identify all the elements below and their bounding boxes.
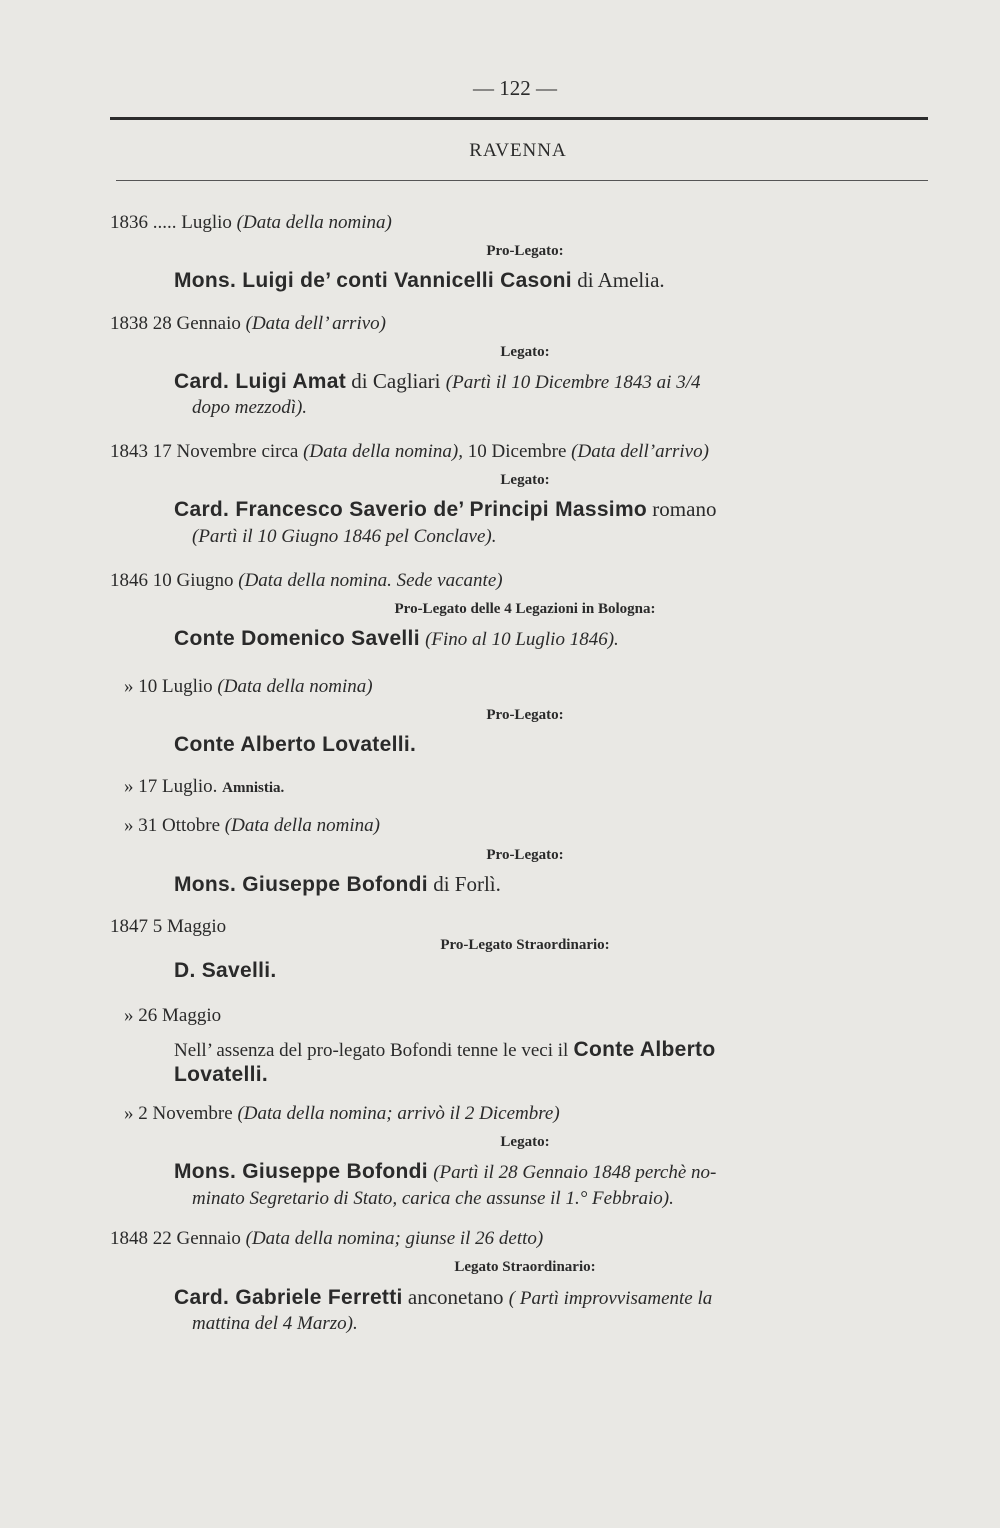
holder-note: (Partì il 10 Giugno 1846 pel Conclave).	[192, 526, 497, 547]
date-text-2: 10 Dicembre	[467, 441, 567, 462]
holder-name: D. Savelli.	[174, 959, 277, 982]
holder-name-cont: Lovatelli.	[174, 1063, 269, 1086]
holder-name: Mons. Luigi de’ conti Vannicelli Casoni	[174, 269, 572, 292]
date-note: (Data della nomina; giunse il 26 detto)	[245, 1228, 544, 1249]
entry-text-cont	[174, 1062, 268, 1087]
date-text: 1836 ..... Luglio	[110, 212, 232, 233]
date-note-2: (Data dell’arrivo)	[571, 441, 709, 462]
date-text: 1838 28 Gennaio	[110, 313, 241, 334]
header-rule	[110, 117, 928, 120]
office-title: Legato:	[500, 1134, 550, 1150]
office-holder	[174, 732, 416, 757]
office-title: Legato:	[500, 472, 550, 488]
holder-note: (Partì il 28 Gennaio 1848 perchè no-	[433, 1162, 717, 1183]
entry-date	[110, 212, 392, 234]
holder-name: Conte Domenico Savelli	[174, 627, 420, 650]
entry-date	[110, 1228, 543, 1250]
entry-date: 1847 5 Maggio	[110, 916, 227, 937]
holder-name: Card. Gabriele Ferretti	[174, 1286, 403, 1309]
page-number: — 122 —	[473, 76, 557, 100]
date-text: » 10 Luglio	[124, 676, 213, 697]
date-text: » 2 Novembre	[124, 1103, 233, 1124]
holder-note: ( Partì improvvisamente la	[508, 1288, 713, 1309]
holder-note: (Fino al 10 Luglio 1846).	[425, 629, 619, 650]
entry-date	[110, 313, 386, 335]
entry-date	[124, 676, 373, 698]
office-holder	[174, 872, 501, 897]
holder-origin: anconetano	[407, 1285, 504, 1309]
date-note: (Data della nomina)	[224, 815, 380, 836]
entry-date	[124, 815, 380, 837]
date-text: » 17 Luglio.	[124, 776, 218, 797]
holder-name: Mons. Giuseppe Bofondi	[174, 1160, 428, 1183]
office-title: Pro-Legato:	[486, 243, 564, 259]
office-title: Pro-Legato delle 4 Legazioni in Bologna:	[394, 601, 656, 617]
entry-date	[110, 570, 503, 592]
holder-note-cont: minato Segretario di Stato, carica che assunse il 1.° Febbraio).	[192, 1188, 674, 1209]
holder-origin: romano	[652, 497, 717, 521]
office-title: Legato:	[500, 344, 550, 360]
holder-name: Conte Alberto Lovatelli.	[174, 733, 417, 756]
holder-origin: di Amelia.	[577, 268, 665, 292]
entry-date	[124, 776, 284, 798]
office-title: Pro-Legato:	[486, 847, 564, 863]
office-holder	[174, 1285, 712, 1310]
entry-date	[110, 441, 709, 463]
entry-text	[174, 1037, 715, 1062]
holder-note: (Partì il 10 Dicembre 1843 ai 3/4	[445, 372, 701, 393]
date-text: 1848 22 Gennaio	[110, 1228, 241, 1249]
date-note: (Data della nomina)	[236, 212, 392, 233]
entry-date: » 26 Maggio	[124, 1005, 222, 1026]
holder-note-cont: dopo mezzodì).	[192, 397, 308, 418]
holder-note-cont: mattina del 4 Marzo).	[192, 1313, 358, 1334]
date-text: » 31 Ottobre	[124, 815, 221, 836]
date-text: 1843 17 Novembre circa	[110, 441, 299, 462]
holder-origin: di Forlì.	[433, 872, 501, 896]
date-note: (Data dell’ arrivo)	[245, 313, 386, 334]
office-title: Pro-Legato:	[486, 707, 564, 723]
office-holder	[174, 626, 619, 651]
office-title: Legato Straordinario:	[454, 1259, 596, 1275]
running-title: RAVENNA	[469, 140, 567, 161]
text-body: Nell’ assenza del pro-legato Bofondi tenne le veci il	[174, 1040, 569, 1061]
date-note: (Data della nomina),	[303, 441, 464, 462]
date-text: 1846 10 Giugno	[110, 570, 234, 591]
header-rule-lower	[116, 180, 928, 181]
entry-date	[124, 1103, 560, 1125]
office-holder	[174, 268, 665, 293]
holder-name: Conte Alberto	[573, 1038, 716, 1061]
date-note: (Data della nomina; arrivò il 2 Dicembre)	[237, 1103, 560, 1124]
office-holder	[174, 497, 716, 522]
event-label: Amnistia.	[222, 780, 285, 796]
office-holder	[174, 958, 277, 983]
office-holder	[174, 1159, 716, 1184]
holder-origin: di Cagliari	[351, 369, 441, 393]
holder-name: Card. Francesco Saverio de’ Principi Massimo	[174, 498, 648, 521]
office-holder	[174, 369, 700, 394]
office-title: Pro-Legato Straordinario:	[440, 937, 610, 953]
date-note: (Data della nomina. Sede vacante)	[238, 570, 503, 591]
holder-name: Mons. Giuseppe Bofondi	[174, 873, 428, 896]
date-note: (Data della nomina)	[217, 676, 373, 697]
holder-name: Card. Luigi Amat	[174, 370, 347, 393]
